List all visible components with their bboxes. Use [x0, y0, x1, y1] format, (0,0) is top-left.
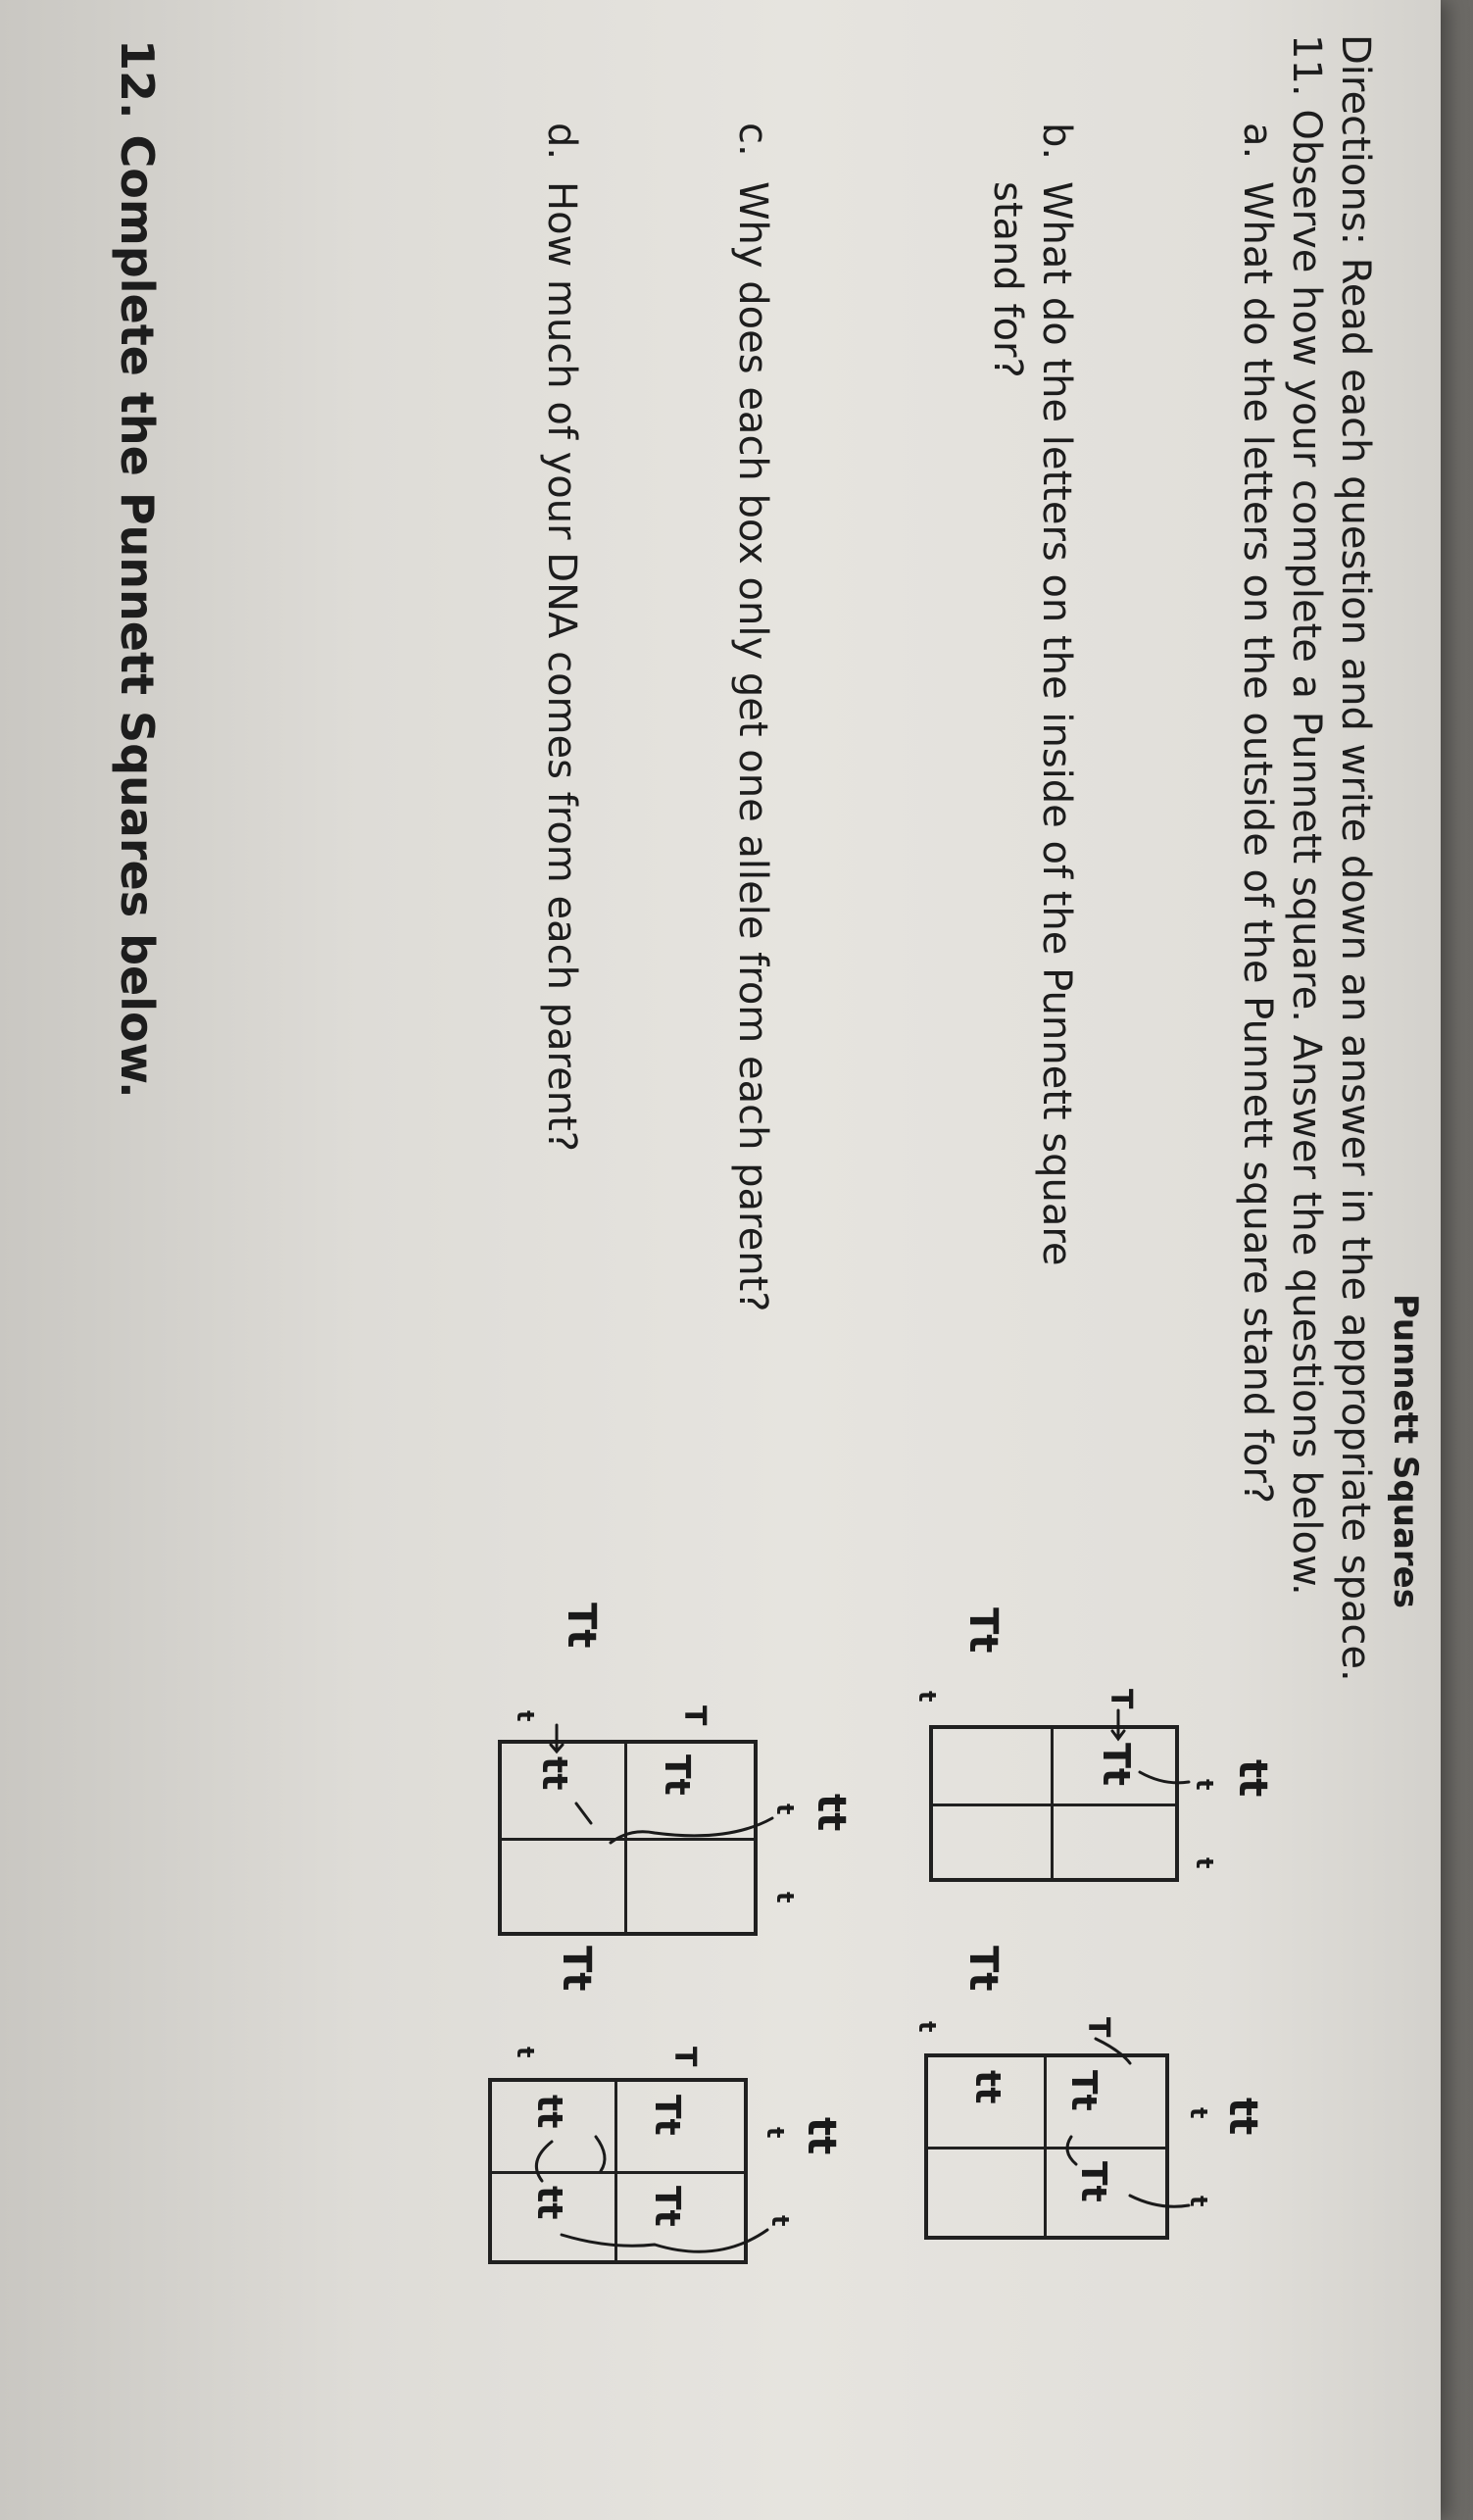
square-3-top-parent: tt	[809, 1794, 854, 1832]
square-3-side-allele-2: t	[512, 1710, 539, 1722]
question-11b-text-line2: stand for?	[985, 181, 1030, 378]
square-3-cell-1: Tt	[657, 1754, 697, 1796]
square-3-top-allele-2: t	[771, 1892, 799, 1903]
square-4-side-parent: Tt	[554, 1946, 599, 1992]
arrow-4-b	[536, 2142, 552, 2181]
square-2-side-parent: Tt	[960, 1946, 1006, 1992]
square-3-top-allele-1: t	[771, 1804, 799, 1815]
worksheet-title: Punnett Squares	[1386, 1294, 1425, 1608]
square-1-top-parent: tt	[1230, 1759, 1275, 1798]
square-4-top-parent: tt	[799, 2117, 844, 2155]
question-11a-letter: a.	[1235, 123, 1280, 160]
square-4-side-allele-2: t	[512, 2047, 539, 2058]
arrow-3-c	[576, 1804, 591, 1823]
square-1-top-allele-2: t	[1191, 1857, 1218, 1869]
question-11c-text: Why does each box only get one allele from each parent?	[730, 181, 775, 1312]
square-2-cell-3: tt	[967, 2070, 1007, 2104]
square-3-side-parent: Tt	[559, 1603, 604, 1649]
question-11d-text: How much of your DNA comes from each parent?	[539, 181, 584, 1152]
square-4-cell-3: tt	[529, 2095, 569, 2129]
square-1-side-parent: Tt	[960, 1607, 1006, 1654]
arrow-2-c	[1130, 2196, 1189, 2206]
square-4-cell-1: Tt	[647, 2095, 687, 2136]
square-3-cell-3: tt	[534, 1756, 574, 1791]
square-4-top-allele-1: t	[761, 2127, 789, 2139]
question-11c-letter: c.	[730, 123, 775, 157]
question-11b-text-line1: What do the letters on the inside of the Punnett square	[1034, 181, 1079, 1266]
square-1-top-allele-1: t	[1191, 1779, 1218, 1791]
question-11d-letter: d.	[539, 123, 584, 161]
arrow-4-c	[562, 2230, 767, 2251]
square-1-side-allele-2: t	[913, 1691, 941, 1703]
arrow-2-a	[1096, 2039, 1130, 2063]
arrow-4-a	[596, 2137, 605, 2171]
square-2-side-allele-2: t	[913, 2021, 941, 2033]
square-1-side-allele-1: T	[1104, 1689, 1138, 1709]
question-11a-text: What do the letters on the outside of the Punnett square stand for?	[1235, 181, 1280, 1505]
square-2-side-allele-1: T	[1081, 2017, 1115, 2038]
square-4-side-allele-1: T	[667, 2047, 702, 2067]
square-2-cell-2: Tt	[1073, 2161, 1113, 2202]
question-11b-letter: b.	[1034, 123, 1079, 161]
question-12-text: 12. Complete the Punnett Squares below.	[111, 39, 164, 1099]
arrow-2-b	[1067, 2137, 1076, 2164]
square-3-side-allele-1: T	[677, 1705, 712, 1726]
square-4-cell-4: tt	[529, 2186, 569, 2220]
square-2-top-allele-2: t	[1185, 2196, 1212, 2207]
arrow-3-a	[611, 1818, 772, 1843]
arrow-1-vertical	[1140, 1772, 1189, 1783]
square-1-cell-1: Tt	[1095, 1743, 1138, 1787]
square-2-top-parent: tt	[1220, 2098, 1265, 2136]
directions-text: Directions: Read each question and write down an answer in the appropriate space.	[1333, 34, 1378, 1682]
question-11-intro: 11. Observe how your complete a Punnett square. Answer the questions below.	[1284, 34, 1329, 1596]
square-2-top-allele-1: t	[1185, 2107, 1212, 2119]
square-4-cell-2: Tt	[647, 2186, 687, 2227]
square-4-top-allele-2: t	[766, 2215, 794, 2227]
square-2-cell-1: Tt	[1063, 2070, 1104, 2111]
